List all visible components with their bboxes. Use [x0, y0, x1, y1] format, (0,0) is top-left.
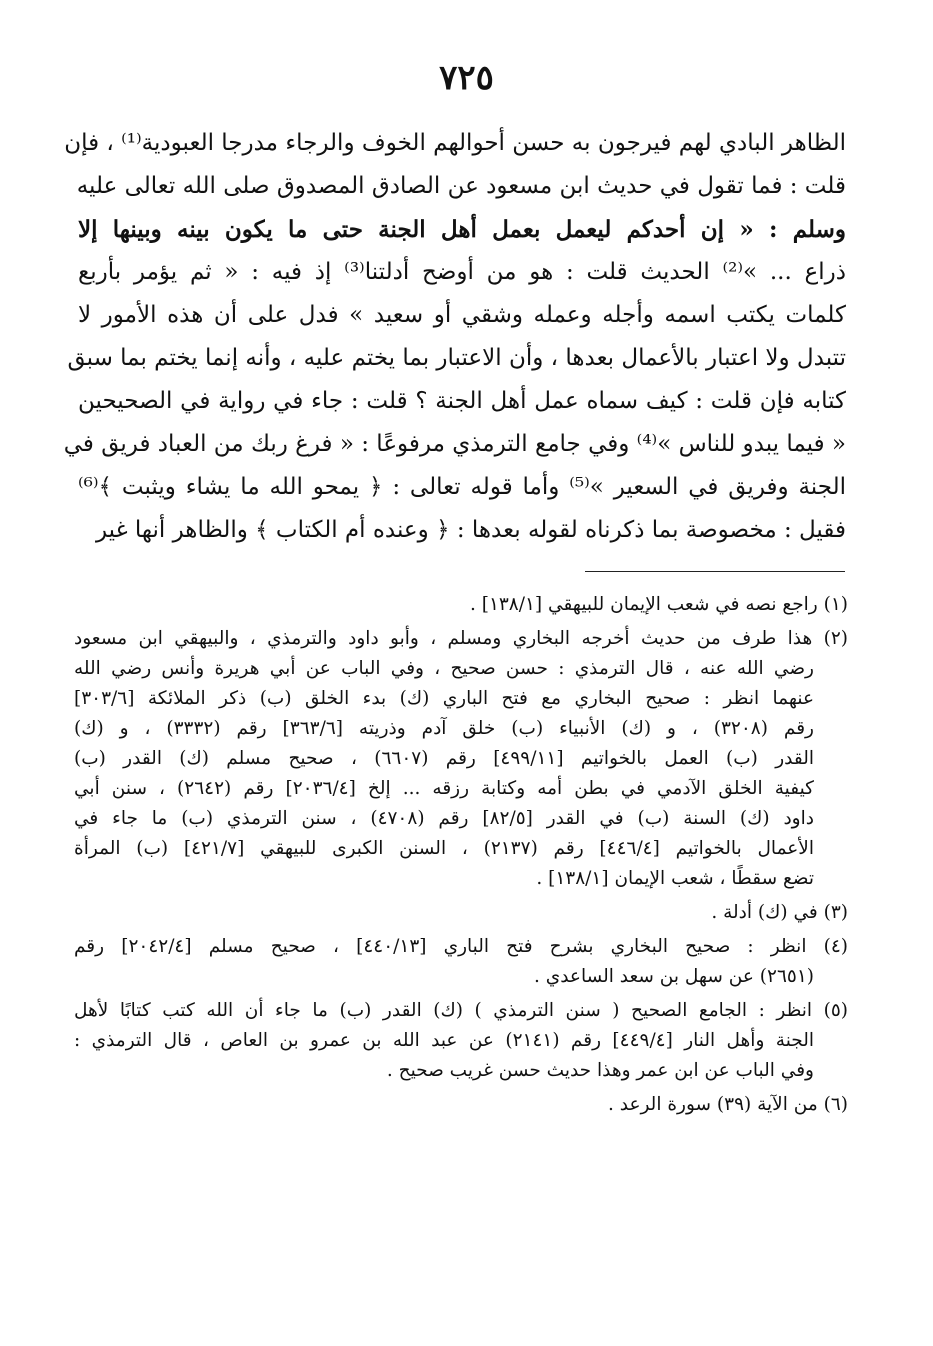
footnote-line: داود (ك) السنة (ب) في القدر [٨٢/٥] رقم (٤٧٠٨) ، سنن الترمذي (ب) ما جاء في — [74, 808, 814, 829]
body-line: فقيل : مخصوصة بما ذكرناه لقوله بعدها : ﴿ وعنده أم الكتاب ﴾ والظاهر أنها غير — [95, 517, 846, 543]
body-line: كتابه فإن قلت : كيف سماه عمل أهل الجنة ؟ قلت : جاء في رواية في الصحيحين — [78, 388, 846, 414]
footnote-separator — [585, 571, 845, 572]
footnote-line: (٢٦٥١) عن سهل بن سعد الساعدي . — [533, 966, 814, 987]
body-line: ذراع ... »⁽²⁾ الحديث قلت : هو من أوضح أدلتنا⁽³⁾ إذ فيه : « ثم يؤمر بأربع — [78, 259, 846, 285]
footnote-4 — [74, 932, 848, 992]
footnote-line: (٥) انظر : الجامع الصحيح ( سنن الترمذي ) (ك) القدر (ب) ما جاء أن الله كتب كتابًا لأهل — [74, 1000, 848, 1021]
body-line: وسلم : « إن أحدكم ليعمل بعمل أهل الجنة حتى ما يكون بينه وبينها إلا — [78, 216, 846, 243]
footnote-line: وفي الباب عن ابن عمر وهذا حديث حسن غريب صحيح . — [386, 1060, 814, 1081]
footnote-line: عنهما انظر : صحيح البخاري مع فتح الباري (ك) بدء الخلق (ب) ذكر الملائكة [٣٠٣/٦] — [74, 688, 814, 709]
footnote-line: (٤) انظر : صحيح البخاري بشرح فتح الباري [٤٤٠/١٣] ، صحيح مسلم [٢٠٤٢/٤] رقم — [74, 936, 848, 957]
footnote-line: الأعمال بالخواتيم [٤٤٦/٤] رقم (٢١٣٧) ، السنن الكبرى للبيهقي [٤٢١/٧] (ب) المرأة — [74, 838, 814, 859]
body-line: تتبدل ولا اعتبار بالأعمال بعدها ، وأن الاعتبار بما يختم عليه ، وأنه إنما يختم بما سبق — [67, 345, 846, 371]
body-line: قلت : فما تقول في حديث ابن مسعود عن الصادق المصدوق صلى الله تعالى عليه — [76, 173, 846, 199]
footnote-line: القدر (ب) العمل بالخواتيم [٤٩٩/١١] رقم (٦٦٠٧) ، صحيح مسلم (ك) القدر (ب) — [74, 748, 815, 769]
footnote-line: (٢) هذا طرف من حديث أخرجه البخاري ومسلم ، وأبو داود والترمذي ، والبيهقي ابن مسعود — [74, 628, 848, 649]
footnote-2 — [74, 624, 848, 894]
footnote-3 — [74, 898, 848, 928]
footnote-line: (٣) في (ك) أدلة . — [711, 902, 848, 923]
footnote-line: الجنة وأهل النار [٤٤٩/٤] رقم (٢١٤١) عن عبد الله بن عمرو بن العاص ، قال الترمذي : — [74, 1030, 814, 1051]
body-line: الظاهر البادي لهم فيرجون به حسن أحوالهم الخوف والرجاء مدرجا العبودية⁽¹⁾ ، فإن — [64, 130, 846, 156]
footnote-6 — [74, 1090, 848, 1120]
body-line: « فيما يبدو للناس »⁽⁴⁾ وفي جامع الترمذي مرفوعًا : « فرغ ربك من العباد فريق في — [63, 431, 846, 457]
body-line: كلمات يكتب اسمه وأجله وعمله وشقي أو سعيد » فدل على أن هذه الأمور لا — [78, 302, 846, 328]
footnote-5 — [74, 996, 848, 1086]
footnote-line: (٦) من الآية (٣٩) سورة الرعد . — [607, 1094, 848, 1115]
footnote-1 — [74, 590, 848, 620]
footnote-line: رضي الله عنه ، قال الترمذي : حسن صحيح ، وفي الباب عن أبي هريرة وأنس رضي الله — [74, 658, 814, 679]
footnote-line: تضع سقطًا ، شعب الإيمان [١٣٨/١] . — [536, 868, 814, 889]
page-number: ٧٢٥ — [439, 58, 494, 98]
footnote-line: (١) راجع نصه في شعب الإيمان للبيهقي [١٣٨/١] . — [469, 594, 848, 615]
footnote-line: رقم (٣٢٠٨) ، و (ك) الأنبياء (ب) خلق آدم وذريته [٣٦٣/٦] رقم (٣٣٣٢) ، و (ك) — [74, 718, 814, 739]
body-line: الجنة وفريق في السعير »⁽⁵⁾ وأما قوله تعالى : ﴿ يمحو الله ما يشاء ويثبت ﴾⁽⁶⁾ — [78, 474, 846, 500]
footnote-line: كيفية الخلق الآدمي في بطن أمه وكتابة رزقه ... إلخ [٢٠٣٦/٤] رقم (٢٦٤٢) ، سنن أبي — [74, 778, 814, 799]
main-text — [63, 122, 846, 552]
footnotes — [74, 590, 848, 1124]
